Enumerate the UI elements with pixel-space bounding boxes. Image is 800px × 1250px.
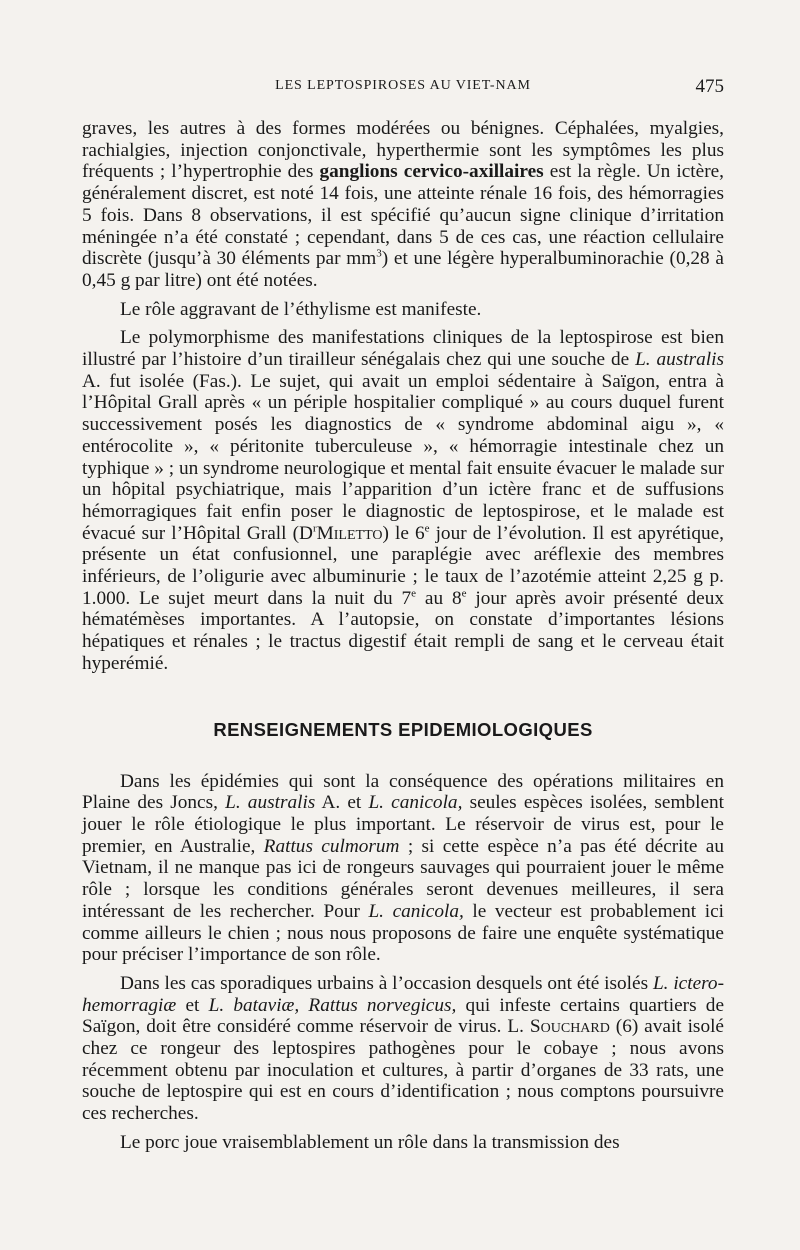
paragraph-symptoms: graves, les autres à des formes modérées ou bénignes. Céphalées, myalgies, rachialgies, injection conjonctivale, hyperthermie sont les symptômes les plus fréquents ; l’hypertrophie des ganglions cervico-axillaires est la règle. Un ictère, généralement discret, est noté 14 fois, une atteinte rénale 16 fois, des hémorragies 5 fois. Dans 8 observations, il est spécifié qu’aucun signe clinique d’irritation méningée n’a été constaté ; cependant, dans 5 de ces cas, une réaction cellulaire discrète (jusqu’à 30 éléments par $mm^3$) et une légère hyperalbuminorachie (0,28 à 0,45 g par litre) ont été notées. xyxy=(82,118,725,291)
paragraph-sporadic-cases: Dans les cas sporadiques urbains à l’occasion desquels ont été isolés L. ictero-hemorragiæ et L. bataviæ, Rattus norvegicus, qui infeste certains quartiers de Saïgon, doit être considéré comme réservoir de virus. L. Souchard (6) avait isolé chez ce rongeur des leptospires pathogènes pour le cobaye ; nous avons récemment obtenu par inoculation et cultures, à partir d’organes de 33 rats, une souche de leptospire qui est en cours d’identification ; nous comptons poursuivre ces recherches. xyxy=(82,972,724,1125)
author-name: Souchard xyxy=(529,1016,610,1038)
bold-term: ganglions cervico-axillaires xyxy=(319,161,544,183)
running-title: LES LEPTOSPIROSES AU VIET-NAM xyxy=(275,78,531,93)
paragraph-epidemics: Dans les épidémies qui sont la conséquence des opérations militaires en Plaine des Joncs, L. australis A. et L. canicola, seules espèces isolées, semblent jouer le rôle étiologique le plus important. Le réservoir de virus est, pour le premier, en Australie, Rattus culmorum ; si cette espèce n’a pas été décrite au Vietnam, il ne manque pas ici de rongeurs sauvages qui pourraient jouer le même rôle ; lorsque les conditions générales seront devenues meilleures, il sera intéressant de les rechercher. Pour L. canicola, le vecteur est probablement ici comme ailleurs le chien ; nous nous proposons de faire une enquête systématique pour préciser l’importance de son rôle. xyxy=(82,770,725,966)
paragraph-case-history: Le polymorphisme des manifestations cliniques de la leptospirose est bien illustré par l’histoire d’un tirailleur sénégalais chez qui une souche de L. australis A. fut isolée (Fas.). Le sujet, qui avait un emploi sédentaire à Saïgon, entra à l’Hôpital Grall après « un périple hospitalier compliqué » au cours duquel furent successivement posés les diagnostics de « syndrome abdominal aigu », « entérocolite », « péritonite tuberculeuse », « hémorragie intestinale chez un typhique » ; un syndrome neurologique et mental fait ensuite évacuer le malade sur un hôpital psychiatrique, mais l’apparition d’un ictère franc et de suffusions hémorragiques fait enfin poser le diagnostic de leptospirose, et le malade est évacué sur l’Hôpital Grall $(D^rMiletto)$ le 6e jour de l’évolution. Il est apyrétique, présente un état confusionnel, une paraplégie avec aréflexie des membres inférieurs, de l’oligurie avec albuminurie ; le taux de l’azotémie atteint 2,25 g p. 1.000. Le sujet meurt dans la nuit du 7e au 8e jour après avoir présenté deux hématémèses importantes. A l’autopsie, on constate d’importantes lésions hépatiques et rénales ; le tractus digestif était rempli de sang et le cerveau était hyperémié. xyxy=(82,327,724,674)
page-number: 475 xyxy=(695,76,724,97)
section-heading: RENSEIGNEMENTS EPIDEMIOLOGIQUES xyxy=(213,718,593,740)
article-body xyxy=(82,118,724,1154)
page-header xyxy=(82,76,724,100)
paragraph-pig: Le porc joue vraisemblablement un rôle dans la transmission des xyxy=(120,1131,620,1153)
author-name: Miletto xyxy=(316,522,383,544)
paragraph-ethylism: Le rôle aggravant de l’éthylisme est manifeste. xyxy=(120,298,482,320)
